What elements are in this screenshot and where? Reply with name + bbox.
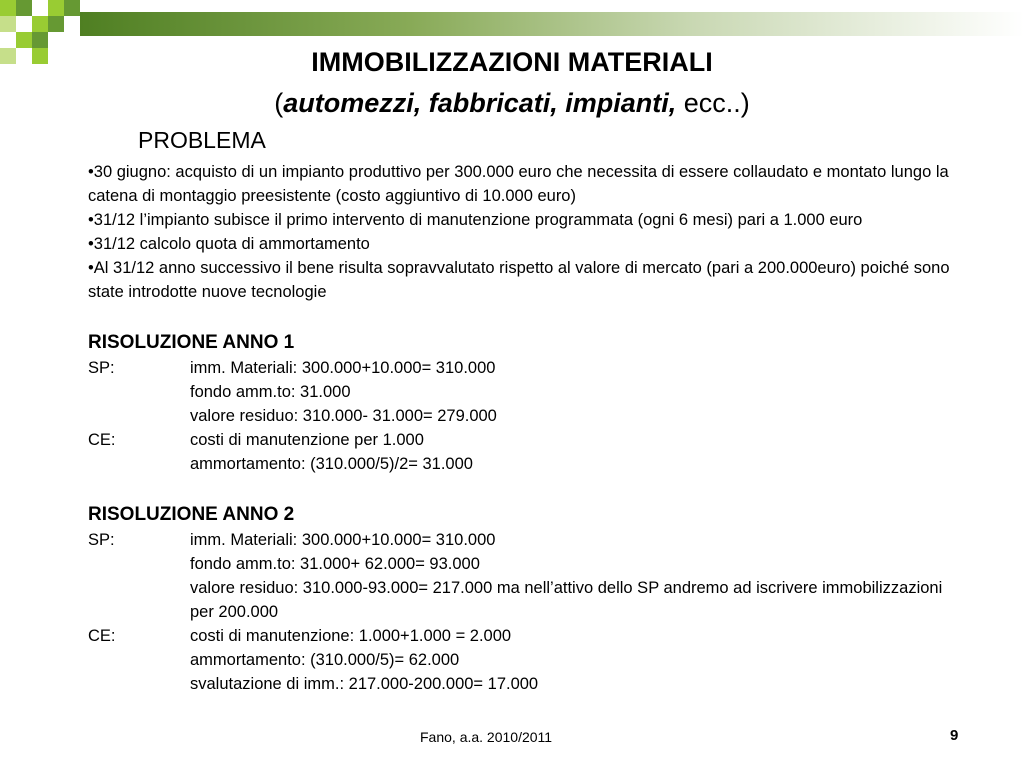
row-text: svalutazione di imm.: 217.000-200.000= 17.000 [190, 675, 539, 693]
bullet-item: •Al 31/12 anno successivo il bene risulta sopravvalutato rispetto al valore di mercato (pari a 200.000euro) poiché sono state introdotte nuove tecnologie [88, 259, 950, 301]
year2-row [88, 648, 968, 672]
row-label: CE: [88, 627, 116, 645]
year1-row [88, 356, 968, 380]
row-label [88, 648, 190, 672]
row-text: costi di manutenzione: 1.000+1.000 = 2.000 [190, 627, 512, 645]
decorative-square [48, 16, 64, 32]
year1-row [88, 452, 968, 476]
problem-heading: PROBLEMA [138, 127, 266, 153]
row-text: valore residuo: 310.000- 31.000= 279.000 [190, 407, 497, 425]
row-label: CE: [88, 431, 116, 449]
year1-row [88, 380, 968, 404]
subtitle-italic: automezzi, fabbricati, impianti, [283, 88, 677, 118]
row-label [88, 672, 190, 696]
year1-heading: RISOLUZIONE ANNO 1 [88, 332, 295, 353]
decorative-square [32, 16, 48, 32]
header-gradient-bar [80, 12, 1024, 36]
row-text: fondo amm.to: 31.000+ 62.000= 93.000 [190, 555, 480, 573]
row-label [88, 576, 190, 624]
row-text: costi di manutenzione per 1.000 [190, 431, 424, 449]
year2-heading: RISOLUZIONE ANNO 2 [88, 504, 295, 525]
year2-row [88, 552, 968, 576]
bullet-item: •31/12 l’impianto subisce il primo intervento di manutenzione programmata (ogni 6 mesi) pari a 1.000 euro [88, 211, 863, 229]
row-text: fondo amm.to: 31.000 [190, 383, 351, 401]
bullet-item: •31/12 calcolo quota di ammortamento [88, 235, 370, 253]
row-label: SP: [88, 359, 115, 377]
row-text: imm. Materiali: 300.000+10.000= 310.000 [190, 359, 496, 377]
year2-row [88, 528, 968, 552]
decorative-square [64, 0, 80, 16]
row-label [88, 404, 190, 428]
bullet-item: •30 giugno: acquisto di un impianto produttivo per 300.000 euro che necessita di essere collaudato e montato lungo la catena di montaggio preesistente (costo aggiuntivo di 10.000 euro) [88, 163, 949, 205]
spacer [88, 476, 968, 500]
year2-row [88, 672, 968, 696]
row-text: imm. Materiali: 300.000+10.000= 310.000 [190, 531, 496, 549]
row-label [88, 552, 190, 576]
row-label [88, 452, 190, 476]
slide-title: IMMOBILIZZAZIONI MATERIALI [311, 47, 713, 77]
row-label: SP: [88, 531, 115, 549]
year1-row [88, 428, 968, 452]
row-text: valore residuo: 310.000-93.000= 217.000 ma nell’attivo dello SP andremo ad iscrivere immobilizzazioni per 200.000 [190, 579, 943, 621]
decorative-square [16, 0, 32, 16]
slide-content [88, 160, 968, 696]
page-number: 9 [950, 727, 959, 744]
subtitle-rest: ecc..) [676, 88, 750, 118]
row-text: ammortamento: (310.000/5)/2= 31.000 [190, 455, 473, 473]
year2-row [88, 624, 968, 648]
spacer [88, 304, 968, 328]
decorative-square [0, 16, 16, 32]
slide-footer: Fano, a.a. 2010/2011 [420, 729, 553, 745]
year1-row [88, 404, 968, 428]
subtitle-open: ( [274, 88, 284, 118]
row-label [88, 380, 190, 404]
year2-row [88, 576, 968, 624]
decorative-square [48, 0, 64, 16]
decorative-square [0, 0, 16, 16]
row-text: ammortamento: (310.000/5)= 62.000 [190, 651, 460, 669]
slide-subtitle [0, 86, 1024, 120]
